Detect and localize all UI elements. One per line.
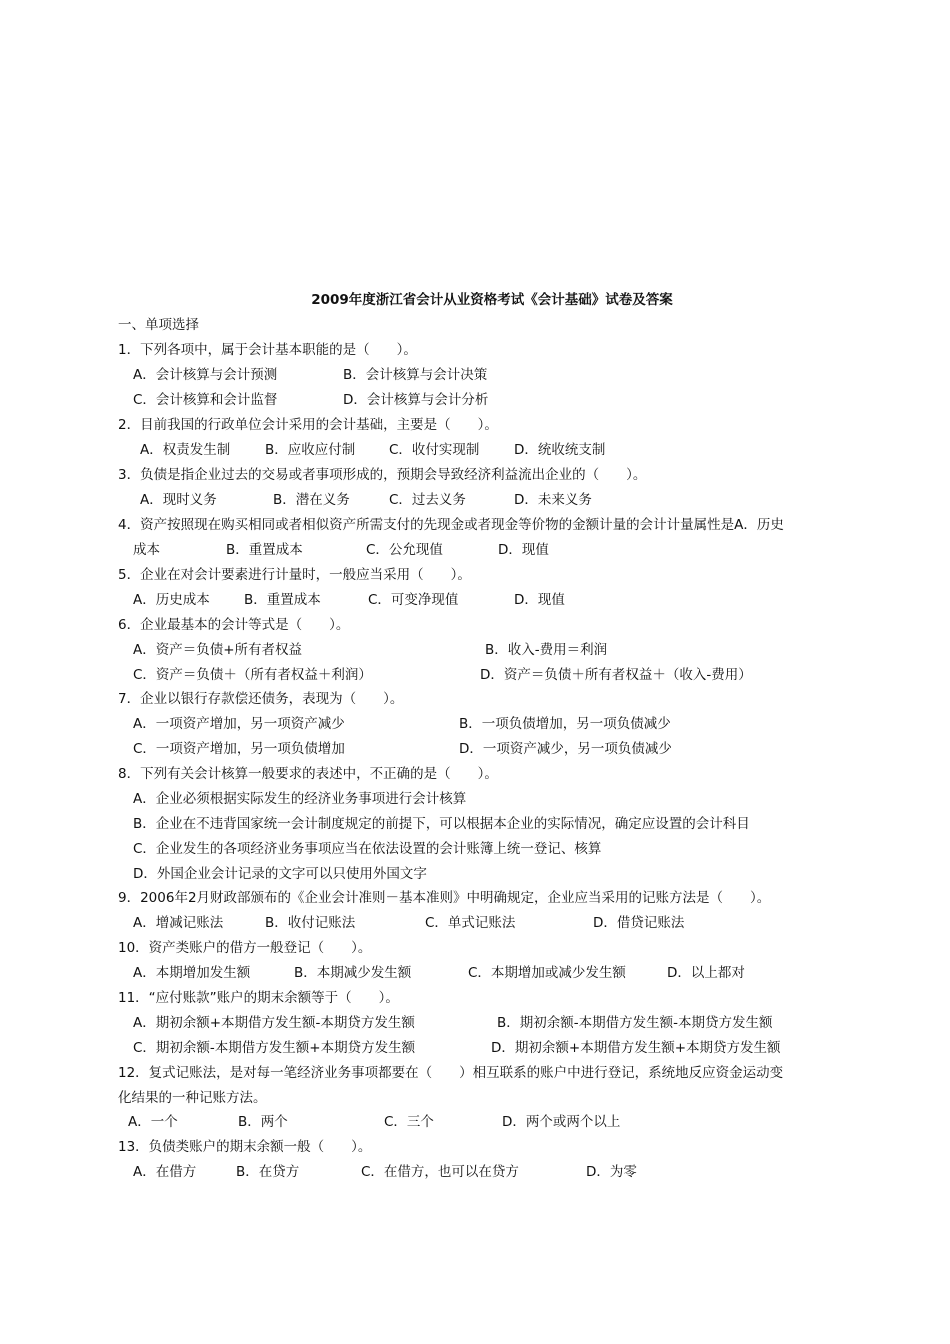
question-2-option-d: D．统收统支制 xyxy=(514,442,606,458)
question-12-option-a: A．一个 xyxy=(128,1114,178,1130)
question-10-option-a: A．本期增加发生额 xyxy=(133,965,251,981)
question-9-option-d: D．借贷记账法 xyxy=(593,915,685,931)
question-10-option-b: B．本期减少发生额 xyxy=(294,965,412,981)
question-1-option-b: B．会计核算与会计决策 xyxy=(343,367,488,383)
question-9-option-b: B．收付记账法 xyxy=(265,915,356,931)
question-8-option-a: A．企业必须根据实际发生的经济业务事项进行会计核算 xyxy=(133,791,467,807)
question-10-stem: 10．资产类账户的借方一般登记（ ）。 xyxy=(118,940,372,956)
question-9-stem: 9．2006年2月财政部颁布的《企业会计准则－基本准则》中明确规定，企业应当采用的记账方法是（ ）。 xyxy=(118,890,771,906)
section-heading: 一、单项选择 xyxy=(118,317,199,333)
question-10-option-c: C．本期增加或减少发生额 xyxy=(468,965,626,981)
question-13-option-d: D．为零 xyxy=(586,1164,637,1180)
question-8-option-d: D．外国企业会计记录的文字可以只使用外国文字 xyxy=(133,866,427,882)
question-2-option-c: C．收付实现制 xyxy=(389,442,480,458)
question-13-option-c: C．在借方，也可以在贷方 xyxy=(361,1164,519,1180)
question-5-stem: 5．企业在对会计要素进行计量时，一般应当采用（ ）。 xyxy=(118,567,471,583)
question-12-stem-line-2: 化结果的一种记账方法。 xyxy=(118,1090,267,1106)
question-1-option-c: C．会计核算和会计监督 xyxy=(133,392,278,408)
question-5-option-c: C．可变净现值 xyxy=(368,592,459,608)
question-5-option-a: A．历史成本 xyxy=(133,592,210,608)
question-9-option-c: C．单式记账法 xyxy=(425,915,516,931)
question-4-option-a-cont: 成本 xyxy=(133,542,160,558)
question-5-option-d: D．现值 xyxy=(514,592,565,608)
question-4-stem: 4．资产按照现在购买相同或者相似资产所需支付的先现金或者现金等价物的金额计量的会计计量属性是A．历史 xyxy=(118,517,784,533)
question-7-option-d: D．一项资产减少，另一项负债减少 xyxy=(459,741,672,757)
question-2-option-a: A．权责发生制 xyxy=(140,442,231,458)
question-2-option-b: B．应收应付制 xyxy=(265,442,356,458)
question-10-option-d: D．以上都对 xyxy=(667,965,745,981)
question-6-option-b: B．收入-费用＝利润 xyxy=(485,642,608,658)
question-11-option-b: B．期初余额-本期借方发生额-本期贷方发生额 xyxy=(497,1015,773,1031)
question-13-option-b: B．在贷方 xyxy=(236,1164,300,1180)
question-1-option-d: D．会计核算与会计分析 xyxy=(343,392,489,408)
question-6-option-d: D．资产＝负债＋所有者权益＋（收入-费用） xyxy=(480,667,752,683)
question-7-option-c: C．一项资产增加，另一项负债增加 xyxy=(133,741,345,757)
question-7-stem: 7．企业以银行存款偿还债务，表现为（ ）。 xyxy=(118,691,404,707)
question-12-option-d: D．两个或两个以上 xyxy=(502,1114,621,1130)
question-13-stem: 13．负债类账户的期末余额一般（ ）。 xyxy=(118,1139,372,1155)
question-1-stem: 1．下列各项中，属于会计基本职能的是（ ）。 xyxy=(118,342,417,358)
question-5-option-b: B．重置成本 xyxy=(244,592,321,608)
question-7-option-a: A．一项资产增加，另一项资产减少 xyxy=(133,716,345,732)
question-7-option-b: B．一项负债增加，另一项负债减少 xyxy=(459,716,671,732)
question-8-option-c: C．企业发生的各项经济业务事项应当在依法设置的会计账簿上统一登记、核算 xyxy=(133,841,602,857)
question-3-option-b: B．潜在义务 xyxy=(273,492,350,508)
question-6-option-a: A．资产＝负债+所有者权益 xyxy=(133,642,303,658)
question-3-option-c: C．过去义务 xyxy=(389,492,466,508)
question-8-stem: 8．下列有关会计核算一般要求的表述中，不正确的是（ ）。 xyxy=(118,766,498,782)
question-11-option-d: D．期初余额+本期借方发生额+本期贷方发生额 xyxy=(491,1040,781,1056)
question-1-option-a: A．会计核算与会计预测 xyxy=(133,367,278,383)
question-6-stem: 6．企业最基本的会计等式是（ ）。 xyxy=(118,617,350,633)
question-2-stem: 2．目前我国的行政单位会计采用的会计基础，主要是（ ）。 xyxy=(118,417,498,433)
question-11-option-a: A．期初余额+本期借方发生额-本期贷方发生额 xyxy=(133,1015,415,1031)
question-6-option-c: C．资产＝负债＋（所有者权益＋利润） xyxy=(133,667,372,683)
question-11-option-c: C．期初余额-本期借方发生额+本期贷方发生额 xyxy=(133,1040,416,1056)
question-12-option-b: B．两个 xyxy=(238,1114,288,1130)
question-12-stem-line-1: 12．复式记账法，是对每一笔经济业务事项都要在（ ）相互联系的账户中进行登记，系统地反应资金运动变 xyxy=(118,1065,784,1081)
question-3-option-a: A．现时义务 xyxy=(140,492,217,508)
question-4-option-c: C．公允现值 xyxy=(366,542,443,558)
question-9-option-a: A．增减记账法 xyxy=(133,915,224,931)
question-11-stem: 11．“应付账款”账户的期末余额等于（ ）。 xyxy=(118,990,399,1006)
question-8-option-b: B．企业在不违背国家统一会计制度规定的前提下，可以根据本企业的实际情况，确定应设置的会计科目 xyxy=(133,816,750,832)
question-4-option-d: D．现值 xyxy=(498,542,549,558)
question-4-option-b: B．重置成本 xyxy=(226,542,303,558)
question-3-stem: 3．负债是指企业过去的交易或者事项形成的，预期会导致经济利益流出企业的（ ）。 xyxy=(118,467,647,483)
question-13-option-a: A．在借方 xyxy=(133,1164,197,1180)
document-title: 2009年度浙江省会计从业资格考试《会计基础》试卷及答案 xyxy=(311,292,673,308)
question-3-option-d: D．未来义务 xyxy=(514,492,592,508)
question-12-option-c: C．三个 xyxy=(384,1114,434,1130)
